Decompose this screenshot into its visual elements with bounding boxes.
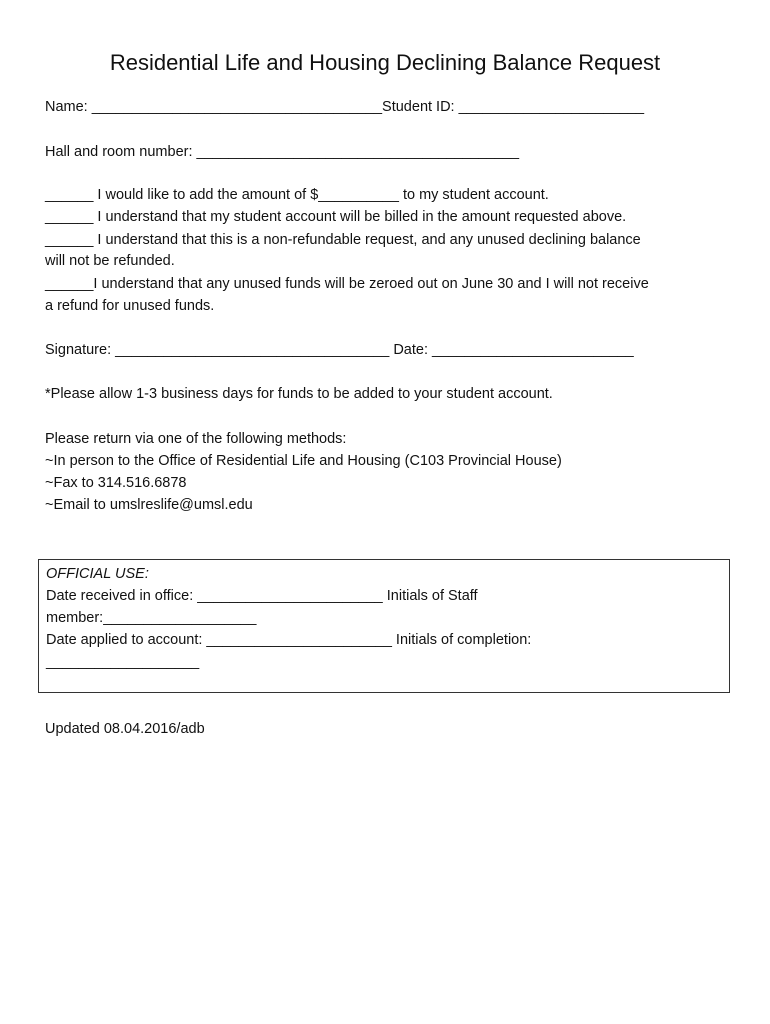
statement-add-amount: ______ I would like to add the amount of $__________ to my student account. xyxy=(45,187,549,203)
statement-non-refundable-cont: will not be refunded. xyxy=(45,253,175,269)
date-received-field: Date received in office: _______________________ Initials of Staff xyxy=(46,588,478,604)
statement-zeroed-out-cont: a refund for unused funds. xyxy=(45,298,215,314)
hall-room-field: Hall and room number: ________________________________________ xyxy=(45,144,520,160)
updated-footer: Updated 08.04.2016/adb xyxy=(45,721,205,737)
statement-billed: ______ I understand that my student account will be billed in the amount requested above. xyxy=(45,209,627,225)
statement-zeroed-out: ______I understand that any unused funds will be zeroed out on June 30 and I will not receive xyxy=(45,276,649,292)
official-use-box xyxy=(38,559,730,693)
processing-note: *Please allow 1-3 business days for funds to be added to your student account. xyxy=(45,386,553,402)
statement-non-refundable: ______ I understand that this is a non-refundable request, and any unused declining balance xyxy=(45,232,641,248)
signature-date-field: Signature: __________________________________ Date: _________________________ xyxy=(45,342,634,358)
date-applied-field: Date applied to account: _______________________ Initials of completion: xyxy=(46,632,532,648)
name-student-id-field: Name: ____________________________________Student ID: _______________________ xyxy=(45,99,645,115)
initials-completion-field: ___________________ xyxy=(46,654,200,670)
return-method-in-person: ~In person to the Office of Residential Life and Housing (C103 Provincial House) xyxy=(45,453,562,469)
return-method-fax: ~Fax to 314.516.6878 xyxy=(45,475,187,491)
official-use-heading: OFFICIAL USE: xyxy=(46,566,149,582)
staff-member-field: member:___________________ xyxy=(46,610,257,626)
document-title: Residential Life and Housing Declining Balance Request xyxy=(109,50,661,75)
return-methods-heading: Please return via one of the following methods: xyxy=(45,431,347,447)
return-method-email: ~Email to umslreslife@umsl.edu xyxy=(45,497,253,513)
